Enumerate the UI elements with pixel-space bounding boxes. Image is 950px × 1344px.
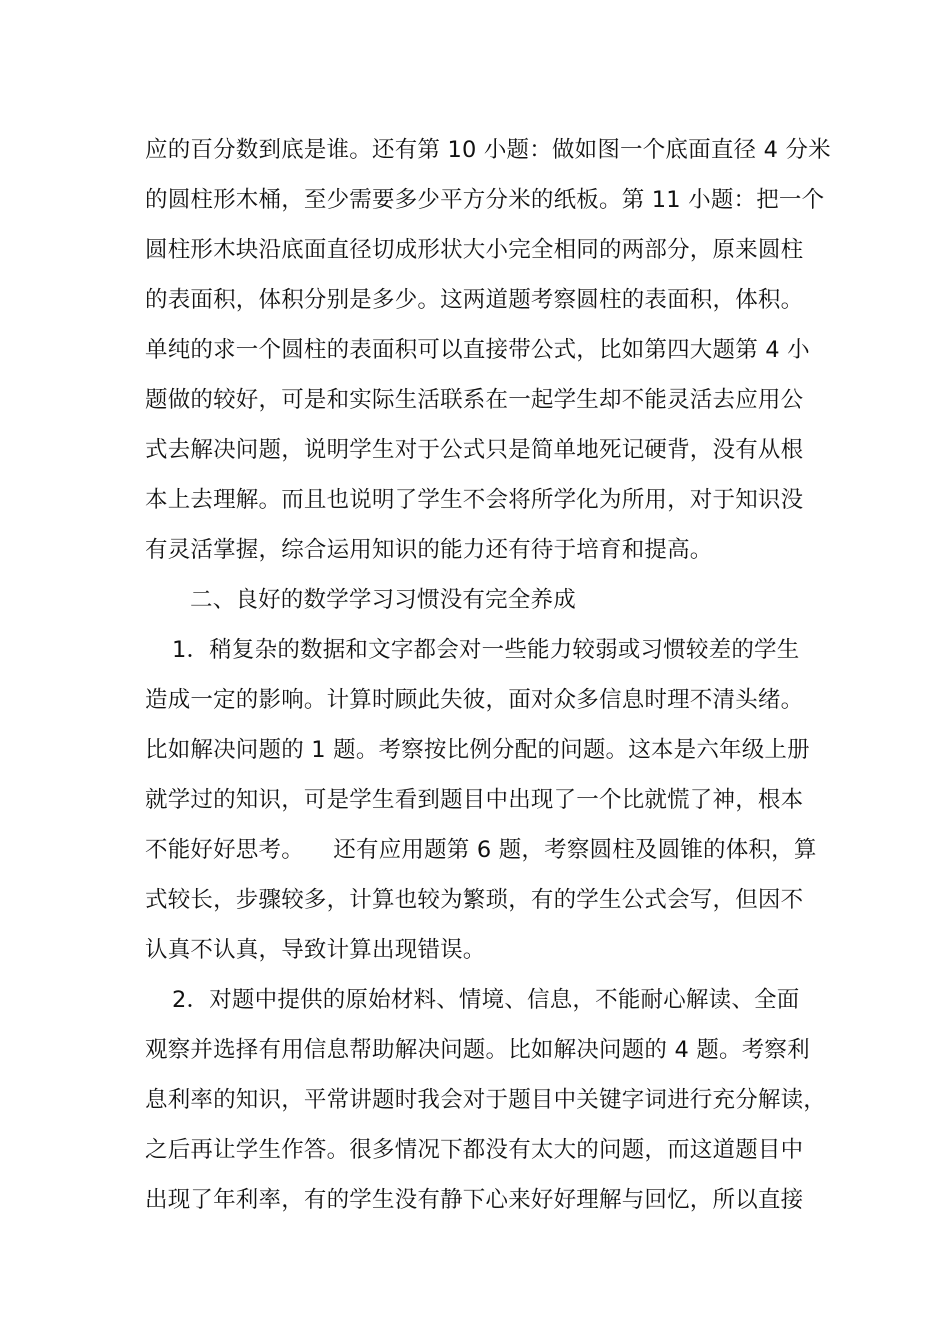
text-line: 的表面积，体积分别是多少。这两道题考察圆柱的表面积，体积。 (145, 287, 804, 313)
text-line: 2．对题中提供的原始材料、情境、信息，不能耐心解读、全面 (172, 987, 800, 1013)
text-line: 造成一定的影响。计算时顾此失彼，面对众多信息时理不清头绪。 (145, 687, 804, 713)
text-line: 圆柱形木块沿底面直径切成形状大小完全相同的两部分，原来圆柱 (145, 237, 804, 263)
text-line: 1．稍复杂的数据和文字都会对一些能力较弱或习惯较差的学生 (172, 637, 800, 663)
text-line: 的圆柱形木桶，至少需要多少平方分米的纸板。第 11 小题：把一个 (145, 187, 825, 213)
text-line: 观察并选择有用信息帮助解决问题。比如解决问题的 4 题。考察利 (145, 1037, 810, 1063)
text-line: 单纯的求一个圆柱的表面积可以直接带公式，比如第四大题第 4 小 (145, 337, 810, 363)
text-line: 不能好好思考。 还有应用题第 6 题，考察圆柱及圆锥的体积，算 (145, 837, 817, 863)
text-line: 息利率的知识，平常讲题时我会对于题目中关键字词进行充分解读， (145, 1087, 827, 1113)
text-line: 式较长，步骤较多，计算也较为繁琐，有的学生公式会写，但因不 (145, 887, 804, 913)
text-line: 比如解决问题的 1 题。考察按比例分配的问题。这本是六年级上册 (145, 737, 810, 763)
text-line: 之后再让学生作答。很多情况下都没有太大的问题，而这道题目中 (145, 1137, 804, 1163)
text-line: 应的百分数到底是谁。还有第 10 小题：做如图一个底面直径 4 分米 (145, 137, 831, 163)
text-line: 题做的较好，可是和实际生活联系在一起学生却不能灵活去应用公 (145, 387, 804, 413)
text-line: 出现了年利率，有的学生没有静下心来好好理解与回忆，所以直接 (145, 1187, 804, 1213)
section-heading: 二、良好的数学学习习惯没有完全养成 (190, 587, 576, 613)
text-line: 本上去理解。而且也说明了学生不会将所学化为所用，对于知识没 (145, 487, 804, 513)
text-line: 认真不认真，导致计算出现错误。 (145, 937, 486, 963)
text-line: 式去解决问题，说明学生对于公式只是简单地死记硬背，没有从根 (145, 437, 804, 463)
text-line: 就学过的知识，可是学生看到题目中出现了一个比就慌了神，根本 (145, 787, 804, 813)
text-line: 有灵活掌握，综合运用知识的能力还有待于培育和提高。 (145, 537, 713, 563)
